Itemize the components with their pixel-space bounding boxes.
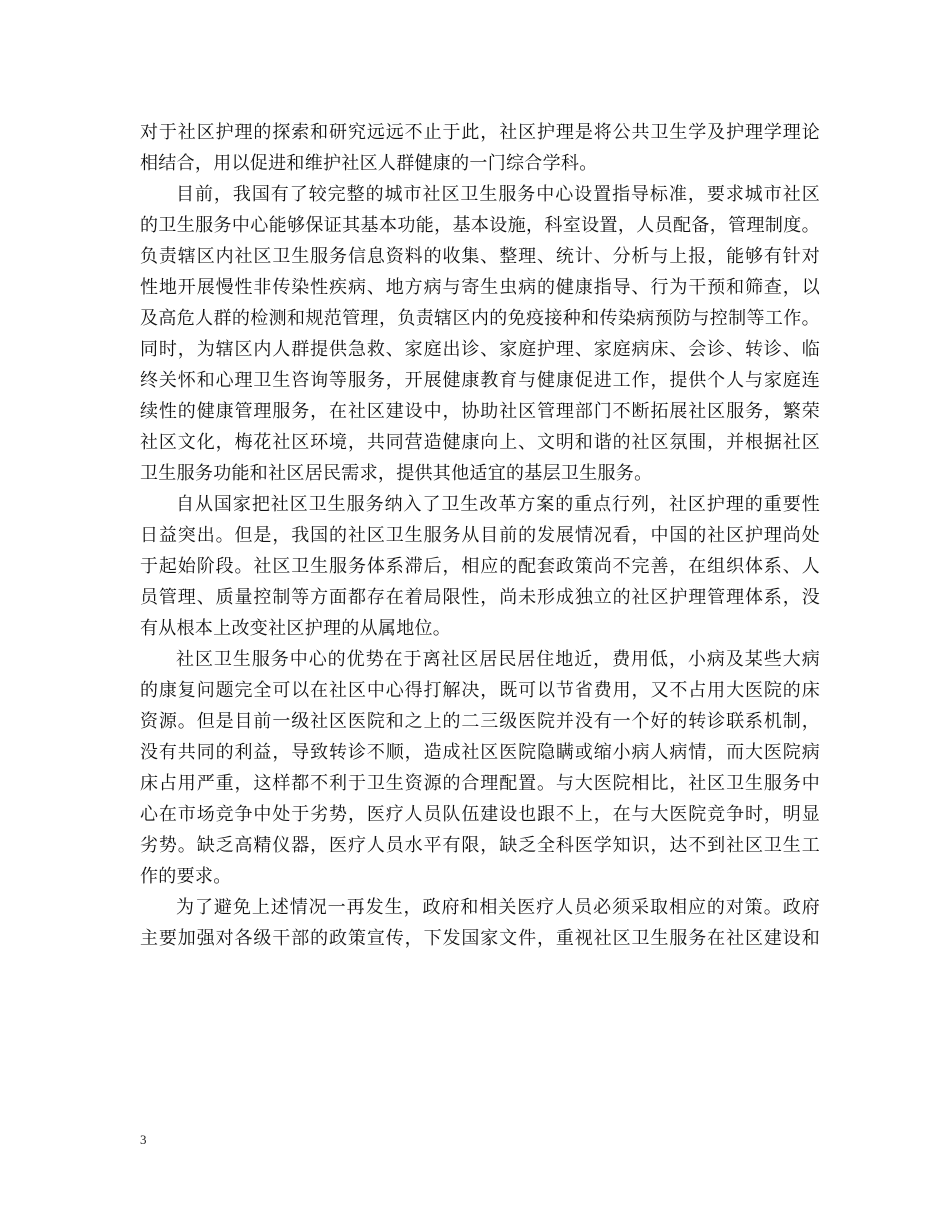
text-line: 对于社区护理的探索和研究远远不止于此，社区护理是将公共卫生学及护理学理论 — [140, 122, 820, 143]
paragraph — [140, 117, 820, 179]
body-text — [140, 117, 820, 954]
text-line: 主要加强对各级干部的政策宣传，下发国家文件，重视社区卫生服务在社区建设和 — [140, 928, 820, 949]
text-line: 目前，我国有了较完整的城市社区卫生服务中心设置指导标准，要求城市社区 — [176, 184, 820, 205]
text-line: 为了避免上述情况一再发生，政府和相关医疗人员必须采取相应的对策。政府 — [176, 897, 820, 918]
text-line: 于起始阶段。社区卫生服务体系滞后，相应的配套政策尚不完善，在组织体系、人 — [140, 556, 820, 577]
paragraph — [140, 489, 820, 644]
text-line: 续性的健康管理服务，在社区建设中，协助社区管理部门不断拓展社区服务，繁荣 — [140, 401, 820, 422]
text-line: 日益突出。但是，我国的社区卫生服务从目前的发展情况看，中国的社区护理尚处 — [140, 525, 820, 546]
text-line: 的卫生服务中心能够保证其基本功能，基本设施，科室设置，人员配备，管理制度。 — [140, 215, 820, 236]
text-line: 没有共同的利益，导致转诊不顺，造成社区医院隐瞒或缩小病人病情，而大医院病 — [140, 742, 820, 763]
paragraph — [140, 892, 820, 954]
text-line: 同时，为辖区内人群提供急救、家庭出诊、家庭护理、家庭病床、会诊、转诊、临 — [140, 339, 820, 360]
text-line: 心在市场竞争中处于劣势，医疗人员队伍建设也跟不上，在与大医院竞争时，明显 — [140, 804, 820, 825]
page-number: 3 — [140, 1132, 147, 1147]
text-line: 作的要求。 — [140, 866, 232, 887]
text-line: 的康复问题完全可以在社区中心得打解决，既可以节省费用，又不占用大医院的床 — [140, 680, 820, 701]
text-line: 卫生服务功能和社区居民需求，提供其他适宜的基层卫生服务。 — [140, 463, 653, 484]
paragraph — [140, 179, 820, 489]
text-line: 社区卫生服务中心的优势在于离社区居民居住地近，费用低，小病及某些大病 — [176, 649, 820, 670]
text-line: 社区文化，梅花社区环境，共同营造健康向上、文明和谐的社区氛围，并根据社区 — [140, 432, 820, 453]
text-line: 员管理、质量控制等方面都存在着局限性，尚未形成独立的社区护理管理体系，没 — [140, 587, 820, 608]
text-line: 终关怀和心理卫生咨询等服务，开展健康教育与健康促进工作，提供个人与家庭连 — [140, 370, 820, 391]
text-line: 及高危人群的检测和规范管理，负责辖区内的免疫接种和传染病预防与控制等工作。 — [140, 308, 820, 329]
paragraph — [140, 644, 820, 892]
text-line: 相结合，用以促进和维护社区人群健康的一门综合学科。 — [140, 153, 598, 174]
text-line: 性地开展慢性非传染性疾病、地方病与寄生虫病的健康指导、行为干预和筛查，以 — [140, 277, 820, 298]
text-line: 床占用严重，这样都不利于卫生资源的合理配置。与大医院相比，社区卫生服务中 — [140, 773, 820, 794]
text-line: 自从国家把社区卫生服务纳入了卫生改革方案的重点行列，社区护理的重要性 — [176, 494, 820, 515]
text-line: 劣势。缺乏高精仪器，医疗人员水平有限，缺乏全科医学知识，达不到社区卫生工 — [140, 835, 820, 856]
text-line: 资源。但是目前一级社区医院和之上的二三级医院并没有一个好的转诊联系机制， — [140, 711, 820, 732]
text-line: 负责辖区内社区卫生服务信息资料的收集、整理、统计、分析与上报，能够有针对 — [140, 246, 820, 267]
text-line: 有从根本上改变社区护理的从属地位。 — [140, 618, 452, 639]
